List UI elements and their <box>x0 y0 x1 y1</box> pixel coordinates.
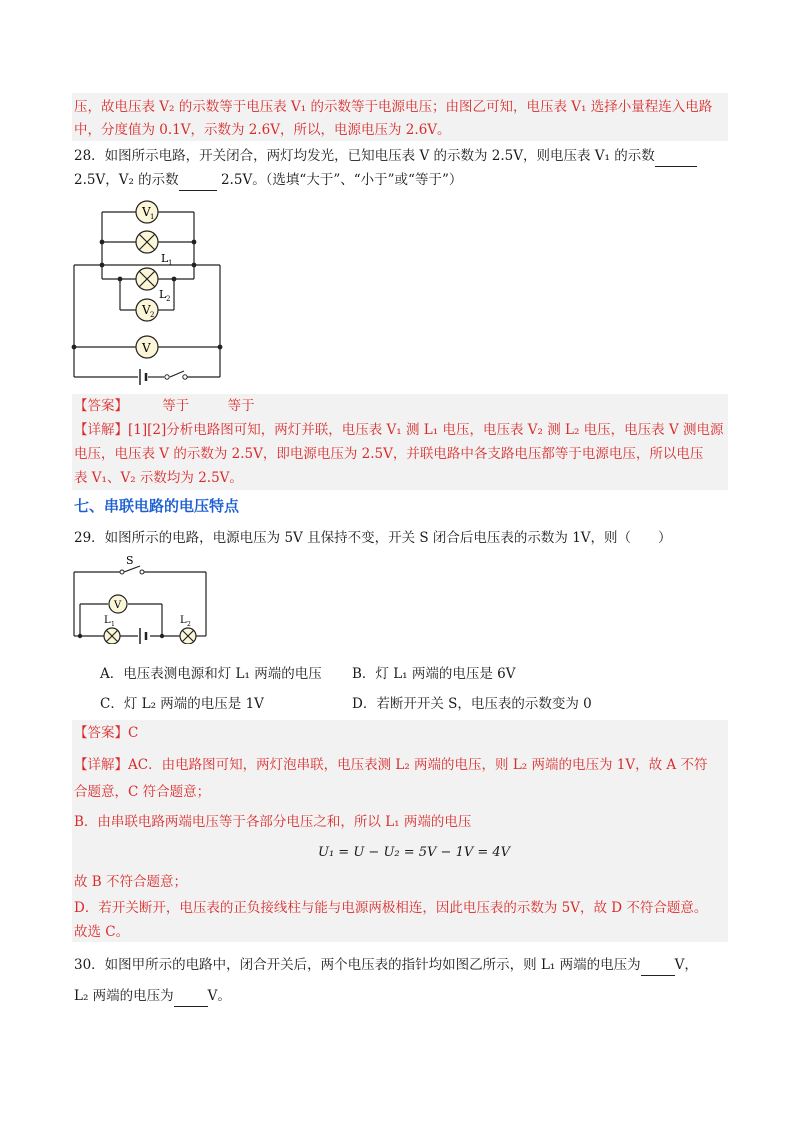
q29-detail-3: 故 B 不符合题意； <box>74 874 188 890</box>
prev-detail-line-1: 压，故电压表 V₂ 的示数等于电压表 V₁ 的示数等于电源电压；由图乙可知，电压表 V₁ 选择小量程连入电路 <box>74 99 713 115</box>
q29-detail-2: B．由串联电路两端电压等于各部分电压之和，所以 L₁ 两端的电压 <box>74 814 472 830</box>
q28-circuit-diagram <box>60 195 240 385</box>
q28-detail-line-2: 电压，电压表 V 的示数为 2.5V，即电源电压为 2.5V，并联电路中各支路电压都等于电源电压，所以电压 <box>74 446 704 462</box>
q29-answer: 【答案】C <box>74 725 139 741</box>
q29-voltmeter <box>109 595 127 613</box>
q29-lamp-l1 <box>104 615 120 644</box>
q28-stem-text: 28．如图所示电路，开关闭合，两灯均发光，已知电压表 V 的示数为 2.5V，则电压表 V₁ 的示数 <box>74 148 655 164</box>
prev-detail-line-2: 中，分度值为 0.1V，示数为 2.6V，所以，电源电压为 2.6V。 <box>74 122 451 138</box>
q28-l1-label: L <box>161 252 169 265</box>
q29-l1-sub: 1 <box>111 621 115 628</box>
q29-detail-5: 故选 C。 <box>74 924 130 940</box>
q29-circuit-diagram <box>68 552 218 644</box>
q28-blank-2 <box>179 170 217 191</box>
q28-lamp-l2 <box>136 268 170 303</box>
q28-answer-1: 等于 <box>162 398 190 414</box>
q28-detail-line-3: 表 V₁、V₂ 示数均为 2.5V。 <box>74 470 243 486</box>
q28-voltmeter-v2 <box>136 299 158 321</box>
q28-v-label: V <box>142 341 151 355</box>
q29-option-a: A．电压表测电源和灯 L₁ 两端的电压 <box>100 666 322 682</box>
q28-l1-sub: 1 <box>168 259 173 267</box>
q28-answer-2: 等于 <box>227 398 255 414</box>
q30-text-2b: V。 <box>207 988 231 1004</box>
q30-line-1 <box>74 955 698 976</box>
q28-l2-label: L <box>159 288 167 301</box>
q28-answer-label: 【答案】 <box>74 398 128 414</box>
q28-v2-label: V <box>142 303 151 317</box>
q29-l2-sub: 2 <box>187 621 191 628</box>
q28-stem-text-2b: 2.5V。（选填“大于”、“小于”或“等于”） <box>220 172 463 188</box>
q28-v2-sub: 2 <box>150 311 155 319</box>
q29-detail-4: D．若开关断开，电压表的正负接线柱与能与电源两极相连，因此电压表的示数为 5V，故 D 不符合题意。 <box>74 900 708 916</box>
q29-option-b: B．灯 L₁ 两端的电压是 6V <box>352 666 516 682</box>
q28-voltmeter-v <box>136 336 158 358</box>
q29-l2-label: L <box>180 615 187 626</box>
q29-lamp-l2 <box>180 615 196 644</box>
q28-stem-line-1 <box>74 146 697 167</box>
q30-text-2a: L₂ 两端的电压为 <box>74 988 174 1004</box>
q29-option-c: C．灯 L₂ 两端的电压是 1V <box>100 696 264 712</box>
q29-option-d: D．若断开开关 S，电压表的示数变为 0 <box>352 696 592 712</box>
q28-stem-text-2a: 2.5V，V₂ 的示数 <box>74 172 179 188</box>
q28-answer-line <box>74 396 255 416</box>
q30-blank-1 <box>641 955 675 976</box>
q28-blank-1 <box>655 146 697 167</box>
q28-v1-label: V <box>142 205 151 219</box>
q30-text-1a: 30．如图甲所示的电路中，闭合开关后，两个电压表的指针均如图乙所示，则 L₁ 两端的电压为 <box>74 957 641 973</box>
section-7-heading: 七、串联电路的电压特点 <box>74 497 240 515</box>
q30-line-2 <box>74 986 231 1007</box>
q29-detail-1a: 【详解】AC．由电路图可知，两灯泡串联，电压表测 L₂ 两端的电压，则 L₂ 两端的电压为 1V，故 A 不符 <box>74 757 708 773</box>
q29-formula: U₁ = U − U₂ = 5V − 1V = 4V <box>318 845 511 860</box>
q28-lamp-l1 <box>136 231 172 267</box>
q29-v-label: V <box>114 600 122 611</box>
q29-switch-label: S <box>126 554 134 567</box>
q28-v1-sub: 1 <box>150 213 155 221</box>
q30-blank-2 <box>174 986 208 1007</box>
q29-l1-label: L <box>104 615 111 626</box>
q28-detail-line-1: 【详解】[1][2]分析电路图可知，两灯并联，电压表 V₁ 测 L₁ 电压，电压表 V₂ 测 L₂ 电压，电压表 V 测电源 <box>74 422 724 438</box>
q28-stem-line-2 <box>74 170 462 191</box>
q28-l2-sub: 2 <box>166 295 171 303</box>
q29-detail-1b: 合题意，C 符合题意； <box>74 784 211 800</box>
q29-stem: 29．如图所示的电路，电源电压为 5V 且保持不变，开关 S 闭合后电压表的示数为 1V，则（ ） <box>74 530 672 546</box>
q30-text-1b: V， <box>674 957 698 973</box>
q28-voltmeter-v1 <box>136 201 158 223</box>
